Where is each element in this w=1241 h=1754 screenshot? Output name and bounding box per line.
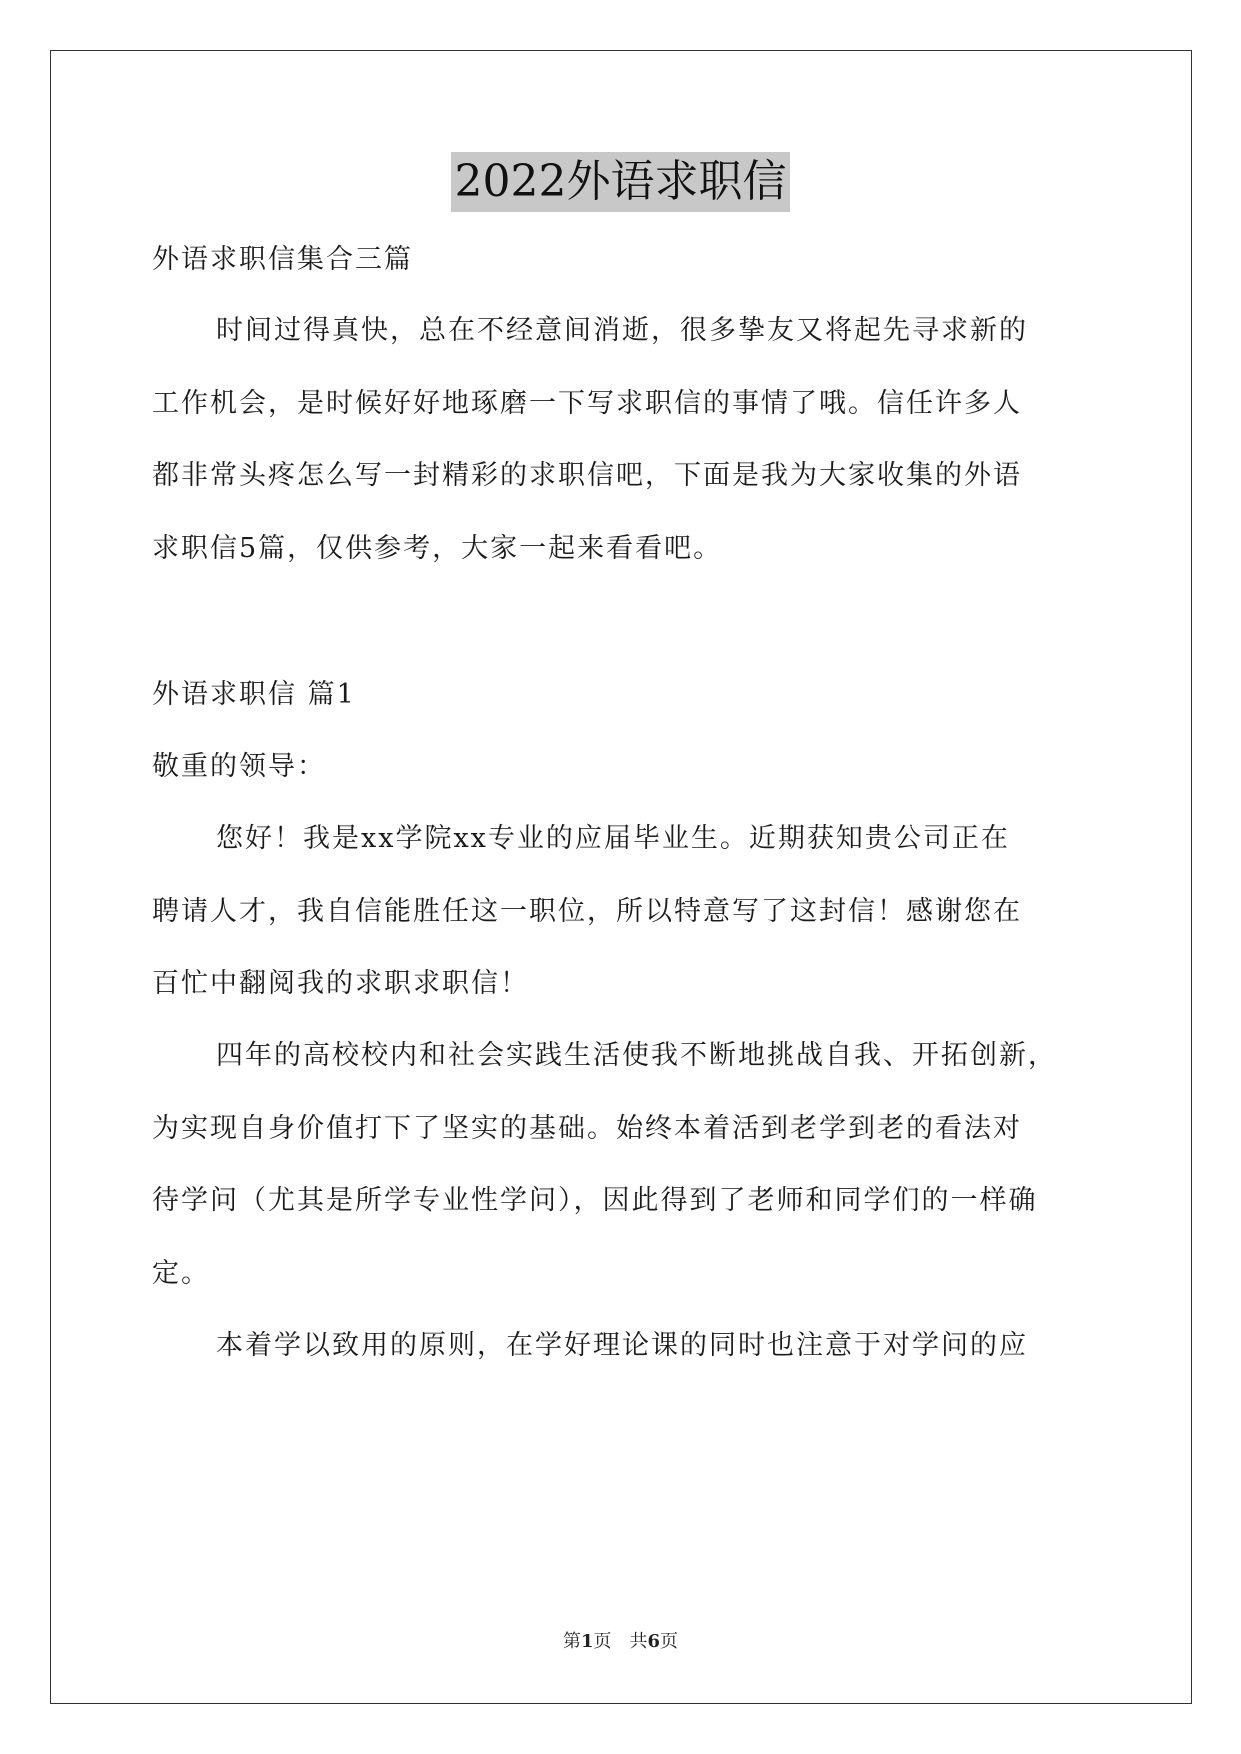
paragraph-line: 定。 (152, 1258, 210, 1289)
footer-total-prefix: 共 (629, 1631, 648, 1652)
page-footer (0, 1630, 1241, 1654)
intro-line: 工作机会，是时候好好地琢磨一下写求职信的事情了哦。信任许多人 (152, 388, 1022, 419)
section-heading: 外语求职信 篇1 (152, 679, 356, 710)
paragraph-line: 待学问（尤其是所学专业性学问），因此得到了老师和同学们的一样确 (152, 1185, 1038, 1216)
salutation: 敬重的领导： (152, 751, 326, 782)
paragraph-line: 百忙中翻阅我的求职求职信！ (152, 968, 529, 999)
footer-page-suffix: 页 (593, 1631, 612, 1652)
paragraph-line: 您好！我是xx学院xx专业的应届毕业生。近期获知贵公司正在 (216, 823, 1010, 854)
footer-page-number: 1 (580, 1631, 594, 1652)
intro-line: 时间过得真快，总在不经意间消逝，很多挚友又将起先寻求新的 (216, 315, 1028, 346)
page-border (50, 50, 1192, 1704)
paragraph-line: 四年的高校校内和社会实践生活使我不断地挑战自我、开拓创新， (216, 1040, 1057, 1071)
footer-page-prefix: 第 (562, 1631, 581, 1652)
paragraph-line: 本着学以致用的原则，在学好理论课的同时也注意于对学问的应 (216, 1330, 1028, 1361)
title-container (0, 152, 1241, 212)
subtitle: 外语求职信集合三篇 (152, 244, 413, 275)
intro-line: 都非常头疼怎么写一封精彩的求职信吧，下面是我为大家收集的外语 (152, 460, 1022, 491)
document-title: 2022外语求职信 (451, 152, 791, 212)
paragraph-line: 聘请人才，我自信能胜任这一职位，所以特意写了这封信！感谢您在 (152, 896, 1022, 927)
paragraph-line: 为实现自身价值打下了坚实的基础。始终本着活到老学到老的看法对 (152, 1113, 1022, 1144)
footer-total-suffix: 页 (660, 1631, 679, 1652)
footer-total-number: 6 (647, 1631, 661, 1652)
intro-line: 求职信5篇，仅供参考，大家一起来看看吧。 (152, 533, 723, 564)
